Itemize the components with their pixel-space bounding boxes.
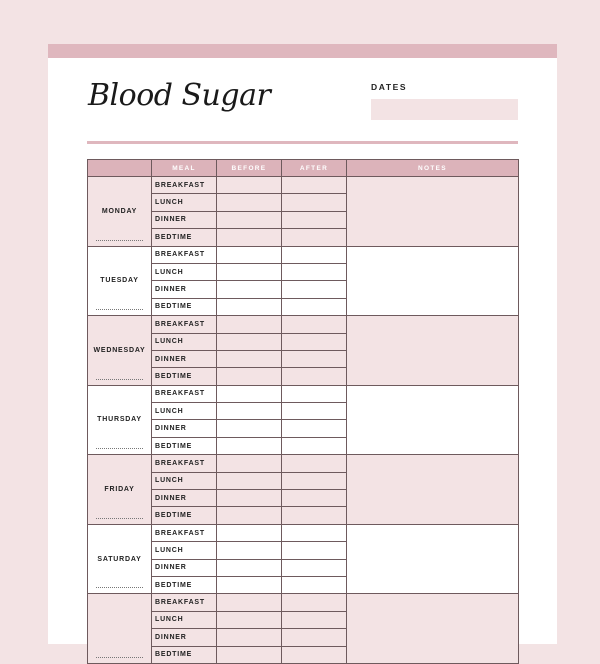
- before-cell[interactable]: [217, 611, 282, 628]
- before-cell[interactable]: [217, 524, 282, 541]
- after-cell[interactable]: [282, 524, 347, 541]
- day-label: MONDAY: [101, 207, 138, 215]
- after-cell[interactable]: [282, 542, 347, 559]
- blood-sugar-table: [87, 159, 519, 664]
- header-before: BEFORE: [217, 160, 282, 177]
- meal-label: DINNER: [152, 350, 217, 367]
- before-cell[interactable]: [217, 229, 282, 246]
- date-line[interactable]: [96, 448, 143, 449]
- table-row: [88, 385, 519, 402]
- dates-field[interactable]: [371, 99, 518, 120]
- after-cell[interactable]: [282, 211, 347, 228]
- after-cell[interactable]: [282, 246, 347, 263]
- meal-label: BREAKFAST: [152, 316, 217, 333]
- after-cell[interactable]: [282, 316, 347, 333]
- before-cell[interactable]: [217, 368, 282, 385]
- notes-cell[interactable]: [347, 177, 519, 247]
- meal-label: BREAKFAST: [152, 524, 217, 541]
- meal-label: BREAKFAST: [152, 246, 217, 263]
- after-cell[interactable]: [282, 177, 347, 194]
- page-title: Blood Sugar: [88, 78, 271, 113]
- table-row: [88, 455, 519, 472]
- after-cell[interactable]: [282, 472, 347, 489]
- after-cell[interactable]: [282, 629, 347, 646]
- top-accent-bar: [48, 44, 557, 58]
- meal-label: LUNCH: [152, 263, 217, 280]
- date-line[interactable]: [96, 309, 143, 310]
- before-cell[interactable]: [217, 594, 282, 611]
- before-cell[interactable]: [217, 263, 282, 280]
- meal-label: LUNCH: [152, 472, 217, 489]
- meal-label: DINNER: [152, 559, 217, 576]
- before-cell[interactable]: [217, 472, 282, 489]
- meal-label: BREAKFAST: [152, 177, 217, 194]
- before-cell[interactable]: [217, 316, 282, 333]
- header-after: AFTER: [282, 160, 347, 177]
- after-cell[interactable]: [282, 298, 347, 315]
- after-cell[interactable]: [282, 229, 347, 246]
- date-line[interactable]: [96, 379, 143, 380]
- after-cell[interactable]: [282, 281, 347, 298]
- before-cell[interactable]: [217, 403, 282, 420]
- after-cell[interactable]: [282, 490, 347, 507]
- after-cell[interactable]: [282, 350, 347, 367]
- after-cell[interactable]: [282, 576, 347, 593]
- dates-label: DATES: [371, 82, 408, 92]
- notes-cell[interactable]: [347, 594, 519, 664]
- after-cell[interactable]: [282, 420, 347, 437]
- meal-label: BEDTIME: [152, 646, 217, 663]
- meal-label: BREAKFAST: [152, 594, 217, 611]
- before-cell[interactable]: [217, 333, 282, 350]
- meal-label: DINNER: [152, 629, 217, 646]
- day-cell: [88, 524, 152, 594]
- after-cell[interactable]: [282, 403, 347, 420]
- day-label: WEDNESDAY: [93, 346, 146, 354]
- before-cell[interactable]: [217, 490, 282, 507]
- day-cell: [88, 385, 152, 455]
- meal-label: LUNCH: [152, 611, 217, 628]
- meal-label: LUNCH: [152, 333, 217, 350]
- date-line[interactable]: [96, 240, 143, 241]
- meal-label: LUNCH: [152, 194, 217, 211]
- table-row: [88, 177, 519, 194]
- day-cell: [88, 594, 152, 664]
- after-cell[interactable]: [282, 646, 347, 663]
- after-cell[interactable]: [282, 507, 347, 524]
- meal-label: BREAKFAST: [152, 455, 217, 472]
- before-cell[interactable]: [217, 350, 282, 367]
- before-cell[interactable]: [217, 437, 282, 454]
- before-cell[interactable]: [217, 246, 282, 263]
- date-line[interactable]: [96, 518, 143, 519]
- notes-cell[interactable]: [347, 524, 519, 594]
- day-cell: [88, 455, 152, 525]
- before-cell[interactable]: [217, 298, 282, 315]
- after-cell[interactable]: [282, 559, 347, 576]
- header-notes: NOTES: [347, 160, 519, 177]
- before-cell[interactable]: [217, 559, 282, 576]
- day-cell: [88, 246, 152, 316]
- after-cell[interactable]: [282, 368, 347, 385]
- before-cell[interactable]: [217, 194, 282, 211]
- before-cell[interactable]: [217, 455, 282, 472]
- divider: [87, 141, 518, 144]
- meal-label: DINNER: [152, 420, 217, 437]
- after-cell[interactable]: [282, 194, 347, 211]
- meal-label: DINNER: [152, 211, 217, 228]
- after-cell[interactable]: [282, 263, 347, 280]
- planner-page: [48, 44, 557, 659]
- after-cell[interactable]: [282, 437, 347, 454]
- date-line[interactable]: [96, 657, 143, 658]
- table-row: [88, 594, 519, 611]
- meal-label: BEDTIME: [152, 229, 217, 246]
- before-cell[interactable]: [217, 211, 282, 228]
- day-cell: [88, 316, 152, 386]
- meal-label: DINNER: [152, 490, 217, 507]
- after-cell[interactable]: [282, 333, 347, 350]
- day-label: TUESDAY: [100, 277, 139, 285]
- before-cell[interactable]: [217, 385, 282, 402]
- meal-label: LUNCH: [152, 542, 217, 559]
- meal-label: BEDTIME: [152, 368, 217, 385]
- before-cell[interactable]: [217, 629, 282, 646]
- notes-cell[interactable]: [347, 316, 519, 386]
- day-label: SATURDAY: [97, 555, 142, 563]
- after-cell[interactable]: [282, 594, 347, 611]
- before-cell[interactable]: [217, 542, 282, 559]
- meal-label: BREAKFAST: [152, 385, 217, 402]
- before-cell[interactable]: [217, 646, 282, 663]
- meal-label: BEDTIME: [152, 507, 217, 524]
- meal-label: LUNCH: [152, 403, 217, 420]
- after-cell[interactable]: [282, 455, 347, 472]
- meal-label: DINNER: [152, 281, 217, 298]
- after-cell[interactable]: [282, 385, 347, 402]
- before-cell[interactable]: [217, 420, 282, 437]
- day-label: FRIDAY: [104, 486, 135, 494]
- header-day: [88, 160, 152, 177]
- notes-cell[interactable]: [347, 246, 519, 316]
- day-label: THURSDAY: [97, 416, 142, 424]
- table-row: [88, 524, 519, 541]
- header-meal: MEAL: [152, 160, 217, 177]
- table-row: [88, 316, 519, 333]
- before-cell[interactable]: [217, 281, 282, 298]
- before-cell[interactable]: [217, 177, 282, 194]
- notes-cell[interactable]: [347, 385, 519, 455]
- date-line[interactable]: [96, 587, 143, 588]
- meal-label: BEDTIME: [152, 576, 217, 593]
- table-row: [88, 246, 519, 263]
- after-cell[interactable]: [282, 611, 347, 628]
- meal-label: BEDTIME: [152, 437, 217, 454]
- before-cell[interactable]: [217, 507, 282, 524]
- notes-cell[interactable]: [347, 455, 519, 525]
- day-cell: [88, 177, 152, 247]
- before-cell[interactable]: [217, 576, 282, 593]
- meal-label: BEDTIME: [152, 298, 217, 315]
